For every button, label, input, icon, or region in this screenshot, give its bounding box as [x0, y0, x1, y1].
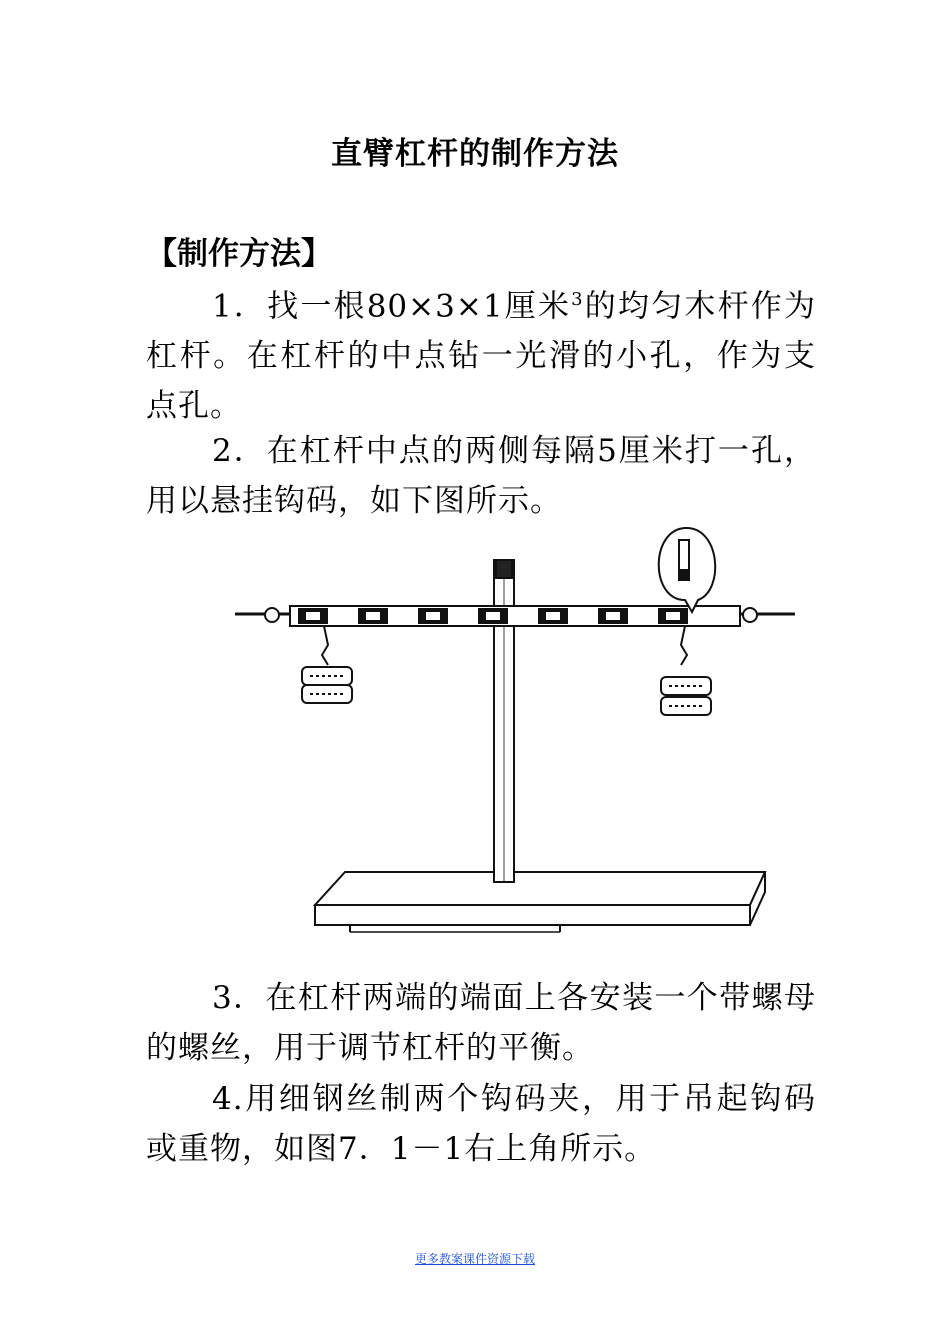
step-1-text-after: 的均匀木杆作为杠杆。在杠杆的中点钻一光滑的小孔，作为支点孔。 — [146, 288, 816, 425]
page-title: 直臂杠杆的制作方法 — [331, 136, 619, 172]
left-weight — [302, 626, 352, 703]
lever-balance-illustration — [230, 520, 810, 940]
step-4: 4.用细钢丝制两个钩码夹，用于吊起钩码或重物，如图7．1－1右上角所示。 — [146, 1081, 816, 1167]
step-1-text-before: 1．找一根80×3×1厘米 — [212, 288, 572, 325]
lever-beam — [235, 606, 795, 626]
section-heading: 【制作方法】 — [146, 236, 332, 272]
step-2: 2．在杠杆中点的两侧每隔5厘米打一孔，用以悬挂钩码，如下图所示。 — [146, 433, 816, 519]
step-3: 3．在杠杆两端的端面上各安装一个带螺母的螺丝，用于调节杠杆的平衡。 — [146, 980, 816, 1066]
step-1 — [146, 275, 816, 431]
clip-callout — [659, 528, 715, 612]
footer-download-link[interactable]: 更多教案课件资源下载 — [414, 1252, 535, 1266]
right-weight — [661, 626, 711, 715]
base-board — [315, 872, 765, 932]
step-1-superscript: 3 — [571, 289, 584, 310]
